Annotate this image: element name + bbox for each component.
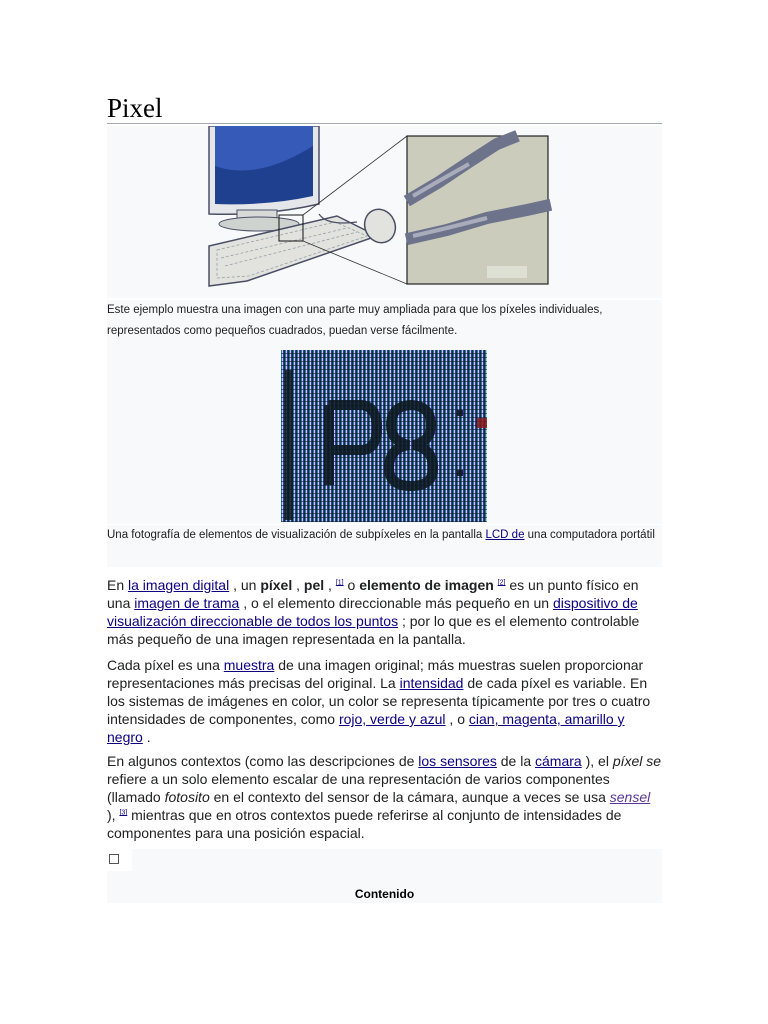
paragraph-muestra: Cada píxel es una muestra de una imagen original; más muestras suelen proporcionar representaciones más precisas del original. La intensidad de cada píxel es variable. En los sistemas de imágenes en color, un color se representa típicamente por tres o cuatro intensidades de componentes, como rojo, verde y azul , o cian, magenta, amarillo y negro . [107, 657, 651, 745]
lcd-subpixel-photo [281, 350, 487, 522]
page-title: Pixel [107, 93, 163, 123]
toc-title: Contenido [354, 887, 415, 901]
reference-3[interactable]: [3] [119, 809, 128, 817]
lcd-link[interactable]: LCD de [485, 529, 525, 541]
figure-caption [107, 525, 662, 567]
lcd-glyphs-image [281, 350, 487, 522]
paragraph-contextos: En algunos contextos (como las descripciones de los sensores de la cámara ), el píxel se refiere a un solo elemento escalar de una representación de varios componentes (llamado fotosito en el contexto del sensor de la cámara, aunque a veces se usa sensel ), [3] mientras que en otros contextos puede referirse al conjunto de intensidades de componentes para una posición espacial. [107, 753, 662, 841]
link-intensidad[interactable]: intensidad [399, 675, 464, 691]
link-sensores[interactable]: los sensores [418, 753, 497, 769]
link-imagen-digital[interactable]: la imagen digital [128, 577, 230, 593]
link-imagen-de-trama[interactable]: imagen de trama [134, 595, 240, 611]
figure-lcd-subpixels[interactable] [107, 348, 662, 524]
reference-1[interactable]: [1] [335, 579, 344, 587]
figure-caption: Este ejemplo muestra una imagen con una parte muy ampliada para que los píxeles individuales, representados como pequeños cuadrados, puedan verse fácilmente. [107, 300, 662, 348]
link-sensel[interactable]: sensel [609, 789, 651, 805]
link-rgb[interactable]: rojo, verde y azul [338, 711, 446, 727]
term-fotosito: fotosito [164, 789, 210, 805]
link-cmyk[interactable]: cian, magenta, amarillo y negro [107, 711, 625, 745]
link-dispositivo-visualizacion[interactable]: dispositivo de visualización direccionable de todos los puntos [107, 595, 638, 629]
reference-2[interactable]: [2] [497, 579, 506, 587]
link-muestra[interactable]: muestra [223, 657, 275, 673]
caption-text: Una fotografía de elementos de visualización de subpíxeles en la pantalla [107, 529, 486, 541]
title-divider [107, 123, 662, 124]
caption-text: una computadora portátil [524, 529, 655, 541]
term-elemento-de-imagen: elemento de imagen [359, 577, 494, 593]
figure-computer-zoom[interactable] [107, 126, 662, 298]
table-of-contents [107, 849, 662, 903]
paragraph-intro: En la imagen digital , un píxel , pel , [1] o elemento de imagen [2] es un punto físico en una imagen de trama , o el elemento direccionable más pequeño en un dispositivo de visualización direccionable de todos los puntos ; por lo que es el elemento controlable más pequeño de una imagen representada en la pantalla. [107, 577, 640, 647]
term-pixel: píxel [260, 577, 293, 593]
toc-toggle-checkbox[interactable] [109, 854, 119, 864]
term-pel: pel [303, 577, 325, 593]
term-pixel-se: píxel se [612, 753, 662, 769]
computer-zoom-illustration [207, 126, 552, 298]
link-camara[interactable]: cámara [535, 753, 582, 769]
